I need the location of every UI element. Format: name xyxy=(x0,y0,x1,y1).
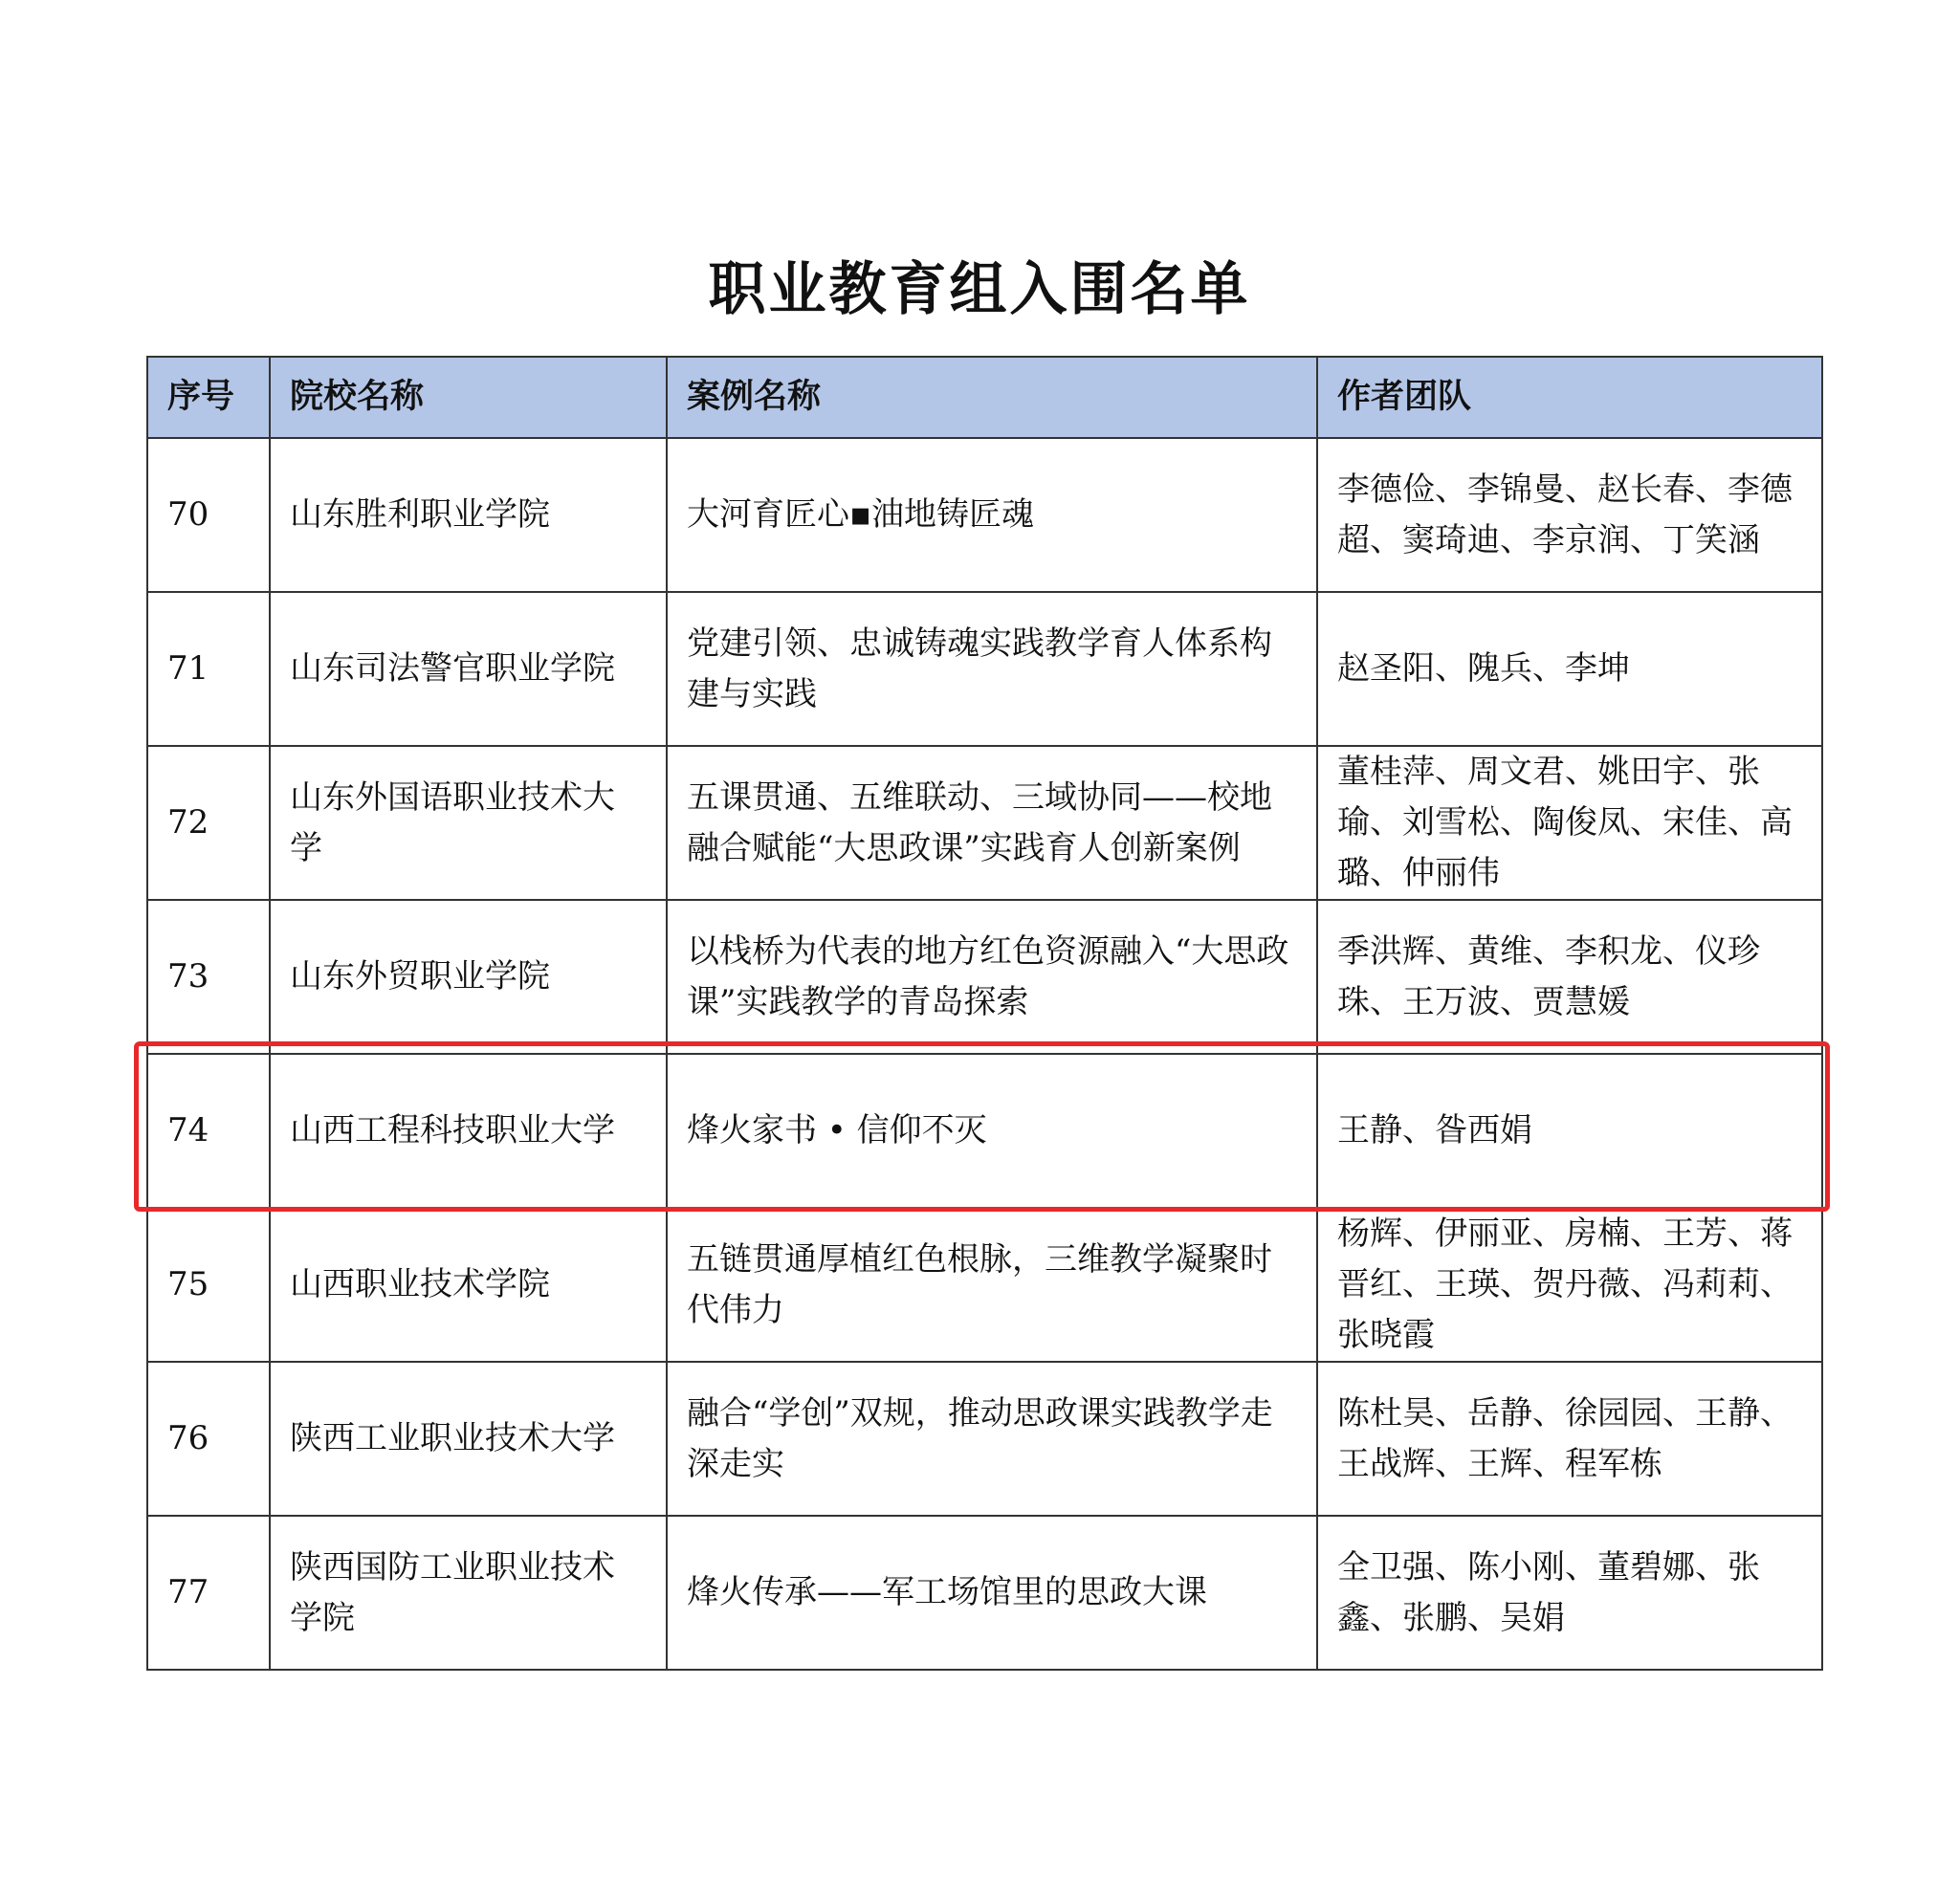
table-row-highlighted xyxy=(147,1054,1822,1208)
table-row xyxy=(147,1516,1822,1670)
header-school: 院校名称 xyxy=(270,357,667,438)
header-case: 案例名称 xyxy=(667,357,1317,438)
row-authors: 王静、昝西娟 xyxy=(1317,1054,1822,1208)
row-number: 75 xyxy=(147,1208,270,1362)
row-authors: 全卫强、陈小刚、董碧娜、张鑫、张鹏、吴娟 xyxy=(1317,1516,1822,1670)
row-authors: 赵圣阳、隗兵、李坤 xyxy=(1317,592,1822,746)
row-case: 烽火传承——军工场馆里的思政大课 xyxy=(667,1516,1317,1670)
header-number: 序号 xyxy=(147,357,270,438)
row-number: 72 xyxy=(147,746,270,900)
row-number: 70 xyxy=(147,438,270,592)
row-case: 党建引领、忠诚铸魂实践教学育人体系构建与实践 xyxy=(667,592,1317,746)
row-school: 山西职业技术学院 xyxy=(270,1208,667,1362)
row-number: 73 xyxy=(147,900,270,1054)
row-number: 71 xyxy=(147,592,270,746)
table-row xyxy=(147,438,1822,592)
row-authors: 陈杜昊、岳静、徐园园、王静、王战辉、王辉、程军栋 xyxy=(1317,1362,1822,1516)
row-case: 五课贯通、五维联动、三域协同——校地融合赋能“大思政课”实践育人创新案例 xyxy=(667,746,1317,900)
row-school: 山东司法警官职业学院 xyxy=(270,592,667,746)
row-case: 五链贯通厚植红色根脉，三维教学凝聚时代伟力 xyxy=(667,1208,1317,1362)
row-case: 以栈桥为代表的地方红色资源融入“大思政课”实践教学的青岛探索 xyxy=(667,900,1317,1054)
row-case: 大河育匠心▪油地铸匠魂 xyxy=(667,438,1317,592)
row-school: 山东外国语职业技术大学 xyxy=(270,746,667,900)
row-school: 山东外贸职业学院 xyxy=(270,900,667,1054)
row-number: 77 xyxy=(147,1516,270,1670)
row-case: 融合“学创”双规，推动思政课实践教学走深走实 xyxy=(667,1362,1317,1516)
row-school: 陕西工业职业技术大学 xyxy=(270,1362,667,1516)
page-title: 职业教育组入围名单 xyxy=(708,256,1251,323)
row-school: 山西工程科技职业大学 xyxy=(270,1054,667,1208)
table-row xyxy=(147,1208,1822,1362)
table-header-row xyxy=(147,357,1822,438)
shortlist-table xyxy=(146,356,1823,1671)
row-authors: 李德俭、李锦曼、赵长春、李德超、窦琦迪、李京润、丁笑涵 xyxy=(1317,438,1822,592)
table-row xyxy=(147,900,1822,1054)
header-authors: 作者团队 xyxy=(1317,357,1822,438)
row-number: 76 xyxy=(147,1362,270,1516)
row-number: 74 xyxy=(147,1054,270,1208)
row-authors: 董桂萍、周文君、姚田宇、张瑜、刘雪松、陶俊凤、宋佳、高璐、仲丽伟 xyxy=(1317,746,1822,900)
row-school: 山东胜利职业学院 xyxy=(270,438,667,592)
table-row xyxy=(147,592,1822,746)
row-authors: 杨辉、伊丽亚、房楠、王芳、蒋晋红、王瑛、贺丹薇、冯莉莉、张晓霞 xyxy=(1317,1208,1822,1362)
table-row xyxy=(147,746,1822,900)
row-school: 陕西国防工业职业技术学院 xyxy=(270,1516,667,1670)
row-authors: 季洪辉、黄维、李积龙、仪珍珠、王万波、贾慧媛 xyxy=(1317,900,1822,1054)
row-case: 烽火家书 • 信仰不灭 xyxy=(667,1054,1317,1208)
table-row xyxy=(147,1362,1822,1516)
